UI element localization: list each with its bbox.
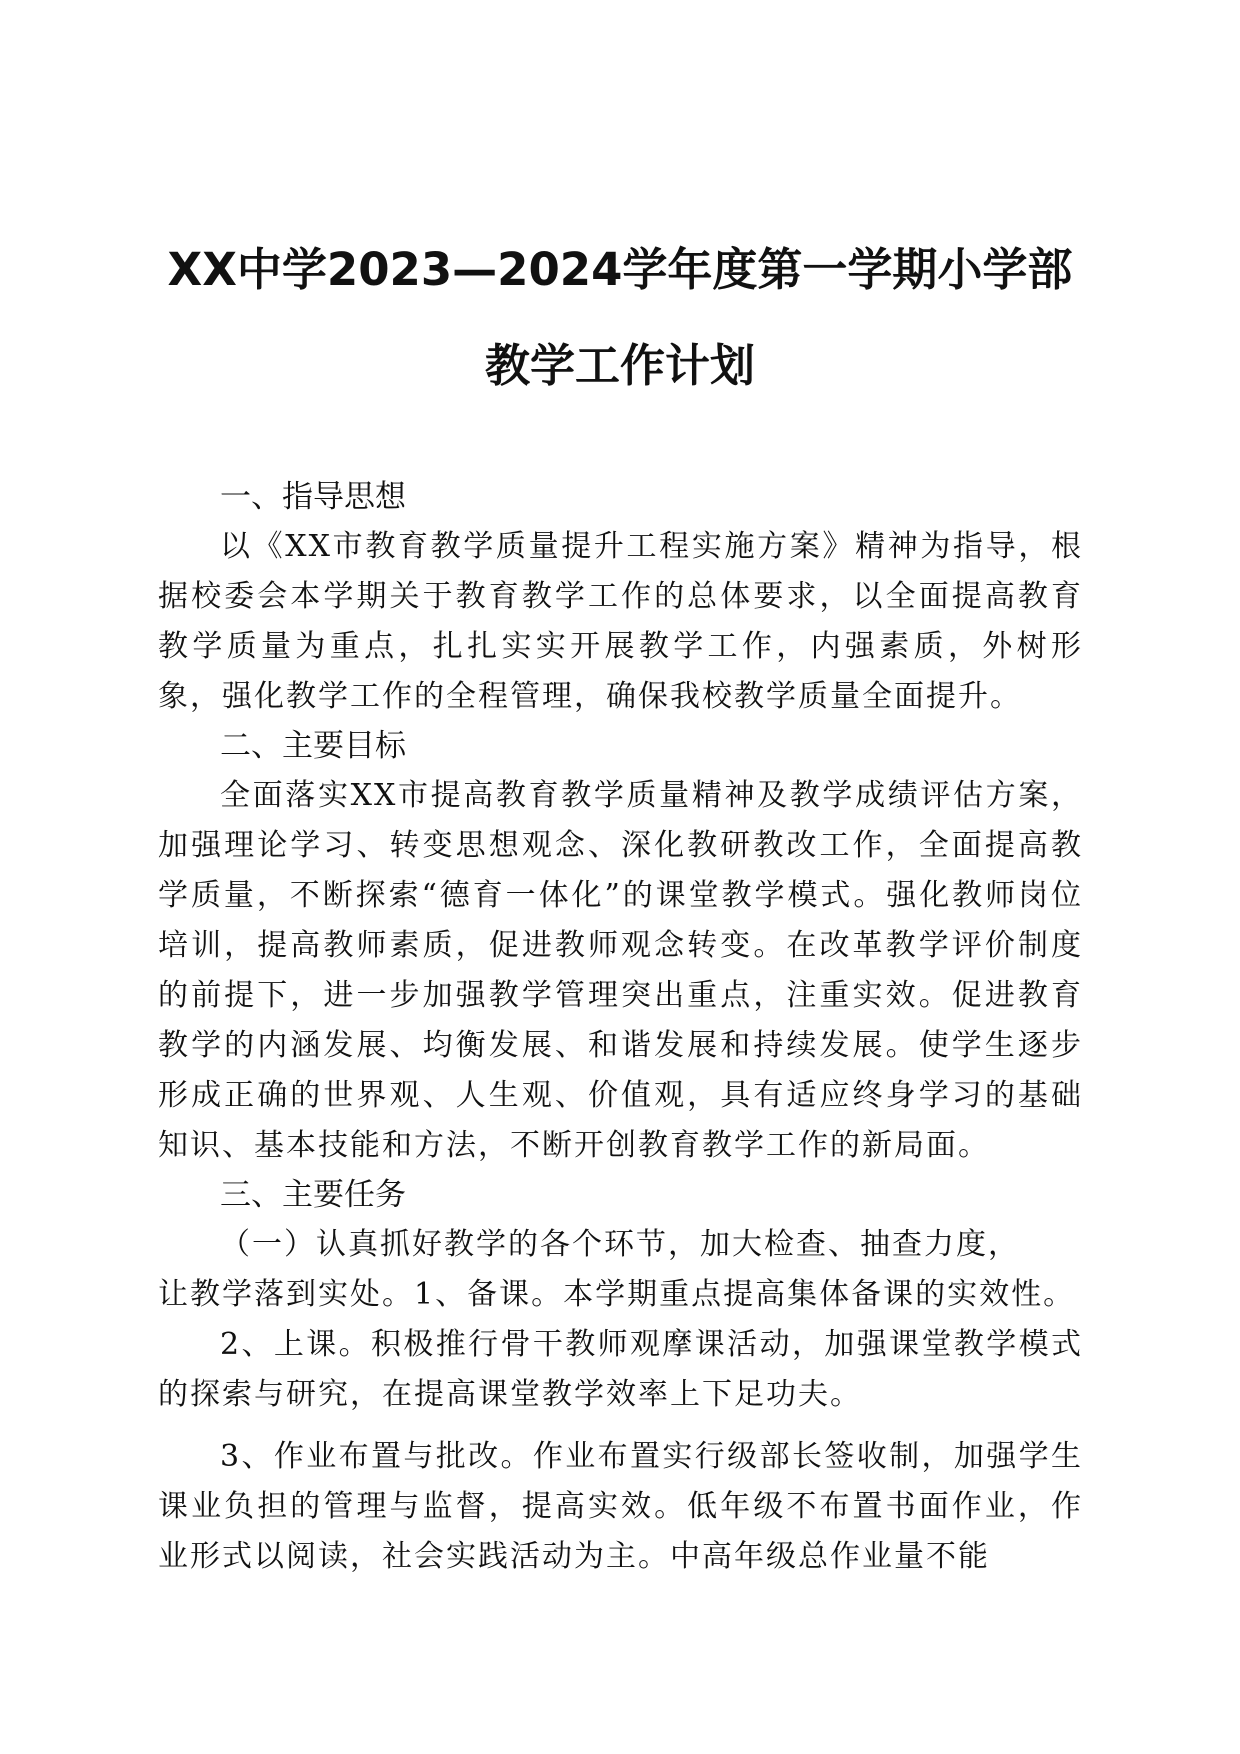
main-goals-paragraph: 全面落实XX市提高教育教学质量精神及教学成绩评估方案，加强理论学习、转变思想观念、深化教研教改工作，全面提高教学质量，不断探索“德育一体化”的课堂教学模式。强化教师岗位培训，提高教师素质，促进教师观念转变。在改革教学评价制度的前提下，进一步加强教学管理突出重点，注重实效。促进教育教学的内涵发展、均衡发展、和谐发展和持续发展。使学生逐步形成正确的世界观、人生观、价值观，具有适应终身学习的基础知识、基本技能和方法，不断开创教育教学工作的新局面。 — [158, 778, 1083, 1163]
section-heading-guiding-ideology: 一、指导思想 — [220, 479, 406, 515]
main-tasks-paragraph-2: 2、上课。积极推行骨干教师观摩课活动，加强课堂教学模式的探索与研究，在提高课堂教学效率上下足功夫。 — [158, 1327, 1083, 1412]
main-tasks-paragraph-3: 3、作业布置与批改。作业布置实行级部长签收制，加强学生课业负担的管理与监督，提高实效。低年级不布置书面作业，作业形式以阅读，社会实践活动为主。中高年级总作业量不能 — [158, 1439, 1083, 1574]
section-heading-main-goals: 二、主要目标 — [220, 728, 406, 764]
document-title: XX中学2023—2024学年度第一学期小学部教学工作计划 — [167, 243, 1073, 392]
section-heading-main-tasks: 三、主要任务 — [220, 1177, 406, 1213]
document-body — [158, 473, 1083, 1582]
main-tasks-paragraph-1-cont: 让教学落到实处。1、备课。本学期重点提高集体备课的实效性。 — [158, 1277, 1076, 1312]
main-tasks-paragraph-1: （一）认真抓好教学的各个环节，加大检查、抽查力度， — [220, 1227, 1020, 1262]
guiding-ideology-paragraph: 以《XX市教育教学质量提升工程实施方案》精神为指导，根据校委会本学期关于教育教学工作的总体要求，以全面提高教育教学质量为重点，扎扎实实开展教学工作，内强素质，外树形象，强化教学工作的全程管理，确保我校教学质量全面提升。 — [158, 529, 1083, 714]
